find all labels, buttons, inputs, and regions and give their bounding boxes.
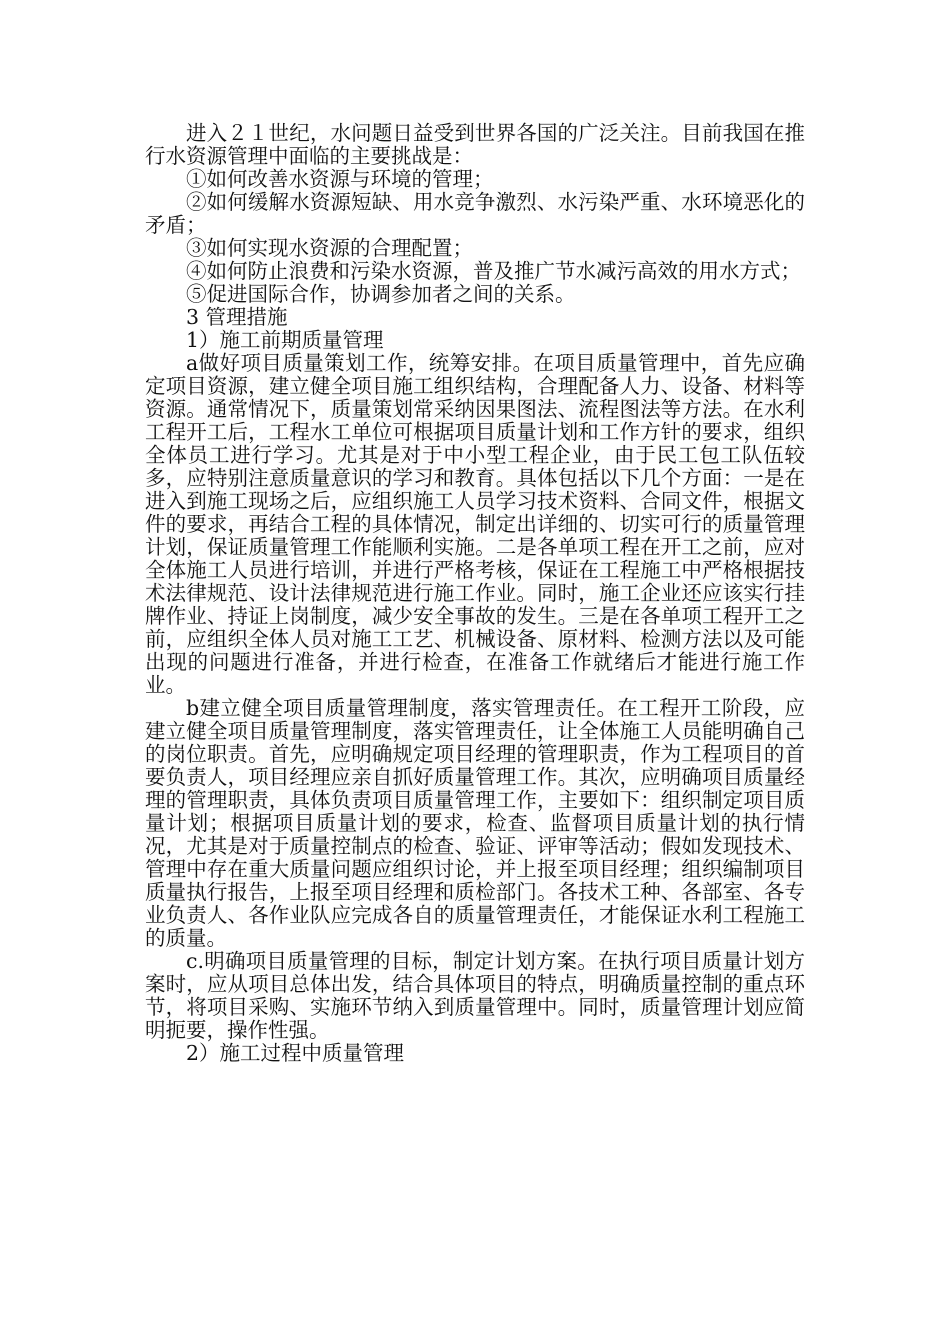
subsection-heading-pre-construction: 1）施工前期质量管理	[186, 328, 384, 352]
paragraph-a-quality-planning: a做好项目质量策划工作，统筹安排。在项目质量管理中，首先应确定项目资源，建立健全项目施工组织结构，合理配备人力、设备、材料等资源。通常情况下，质量策划常采纳因果图法、流程图法等方法。在水利工程开工后，工程水工单位可根据项目质量计划和工作方针的要求，组织全体员工进行学习。尤其是对于中小型工程企业，由于民工包工队伍较多，应特别注意质量意识的学习和教育。具体包括以下几个方面：一是在进入到施工现场之后，应组织施工人员学习技术资料、合同文件，根据文件的要求，再结合工程的具体情况，制定出详细的、切实可行的质量管理计划，保证质量管理工作能顺利实施。二是各单项工程在开工之前，应对全体施工人员进行培训，并进行严格考核，保证在工程施工中严格根据技术法律规范、设计法律规范进行施工作业。同时，施工企业还应该实行挂牌作业、持证上岗制度，减少安全事故的发生。三是在各单项工程开工之前，应组织全体人员对施工工艺、机械设备、原材料、检测方法以及可能出现的问题进行准备，并进行检查，在准备工作就绪后才能进行施工作业。	[145, 351, 805, 697]
paragraph-b-quality-system: b建立健全项目质量管理制度，落实管理责任。在工程开工阶段，应建立健全项目质量管理制度，落实管理责任，让全体施工人员能明确自己的岗位职责。首先，应明确规定项目经理的管理职责，作为工程项目的首要负责人，项目经理应亲自抓好质量管理工作。其次，应明确项目质量经理的管理职责，具体负责项目质量管理工作，主要如下：组织制定项目质量计划；根据项目质量计划的要求，检查、监督项目质量计划的执行情况，尤其是对于质量控制点的检查、验证、评审等活动；假如发现技术、管理中存在重大质量问题应组织讨论，并上报至项目经理；组织编制项目质量执行报告，上报至项目经理和质检部门。各技术工种、各部室、各专业负责人、各作业队应完成各自的质量管理责任，才能保证水利工程施工的质量。	[145, 696, 805, 950]
challenge-item-2: ②如何缓解水资源短缺、用水竞争激烈、水污染严重、水环境恶化的矛盾；	[145, 190, 805, 237]
challenge-item-5: ⑤促进国际合作，协调参加者之间的关系。	[186, 282, 576, 306]
paragraph-c-quality-objectives: c.明确项目质量管理的目标，制定计划方案。在执行项目质量计划方案时，应从项目总体出发，结合具体项目的特点，明确质量控制的重点环节，将项目采购、实施环节纳入到质量管理中。同时，质量管理计划应简明扼要，操作性强。	[145, 949, 805, 1042]
intro-paragraph: 进入２１世纪，水问题日益受到世界各国的广泛关注。目前我国在推行水资源管理中面临的主要挑战是：	[145, 121, 805, 168]
challenge-item-3: ③如何实现水资源的合理配置；	[186, 236, 473, 260]
document-body	[145, 122, 805, 1065]
challenge-item-4: ④如何防止浪费和污染水资源，普及推广节水减污高效的用水方式；	[186, 259, 801, 283]
challenge-item-1: ①如何改善水资源与环境的管理；	[186, 167, 494, 191]
subsection-heading-during-construction: 2）施工过程中质量管理	[186, 1041, 405, 1065]
section-heading-management-measures: 3 管理措施	[186, 305, 288, 329]
